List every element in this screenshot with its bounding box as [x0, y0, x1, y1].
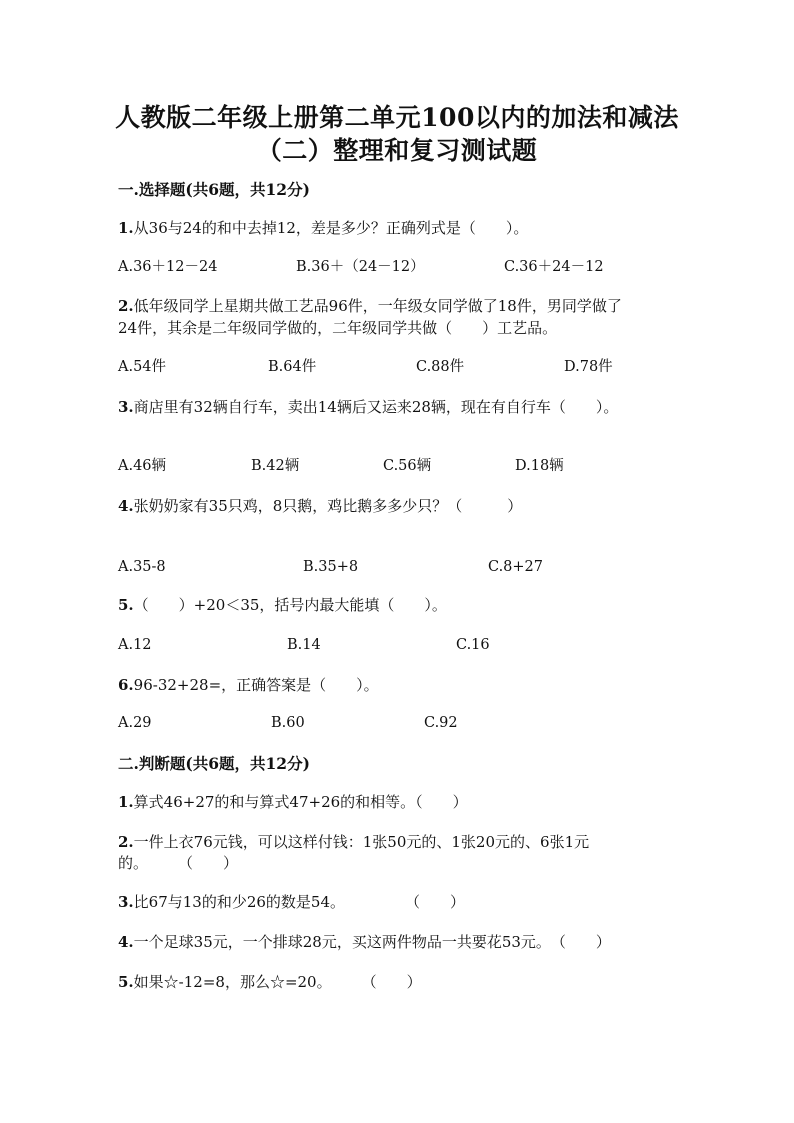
question-number: 6.	[118, 676, 134, 694]
question-text: （ ）+20＜35，括号内最大能填（ ）。	[133, 596, 447, 614]
option-c: C.88件	[416, 359, 465, 375]
option-b: B.42辆	[251, 458, 300, 474]
question-number: 4.	[118, 933, 134, 951]
option-b: B.64件	[268, 359, 317, 375]
option-b: B.35+8	[303, 559, 359, 575]
question-text: 一件上衣76元钱，可以这样付钱：1张50元的、1张20元的、6张1元	[133, 833, 590, 851]
option-c: C.16	[456, 637, 490, 653]
question-text: 张奶奶家有35只鸡，8只鹅，鸡比鹅多多少只？（ ）	[133, 497, 523, 515]
question-number: 2.	[118, 833, 134, 851]
option-c: C.56辆	[383, 458, 432, 474]
question-text: 比67与13的和少26的数是54。 （ ）	[133, 893, 466, 911]
question-text: 低年级同学上星期共做工艺品96件，一年级女同学做了18件，男同学做了	[133, 297, 622, 315]
question-number: 3.	[118, 398, 134, 416]
question-text: 从36与24的和中去掉12，差是多少？正确列式是（ ）。	[133, 219, 529, 237]
section-heading-judgement: 二.判断题(共6题，共12分)	[118, 754, 310, 773]
option-c: C.36＋24－12	[504, 259, 604, 275]
choice-question-6	[118, 673, 379, 697]
option-d: D.18辆	[515, 458, 564, 474]
page-title-line-1: 人教版二年级上册第二单元100以内的加法和减法	[115, 103, 679, 132]
choice-question-5	[118, 593, 447, 617]
question-number: 2.	[118, 297, 134, 315]
question-text: 一个足球35元，一个排球28元，买这两件物品一共要花53元。 （ ）	[133, 933, 611, 951]
question-number: 5.	[118, 596, 134, 614]
question-number: 1.	[118, 219, 134, 237]
option-a: A.29	[118, 715, 152, 731]
choice-question-2-continued: 24件，其余是二年级同学做的，二年级同学共做（ ）工艺品。	[118, 319, 558, 337]
question-number: 1.	[118, 793, 134, 811]
question-number: 3.	[118, 893, 134, 911]
question-text: 96-32+28=，正确答案是（ ）。	[133, 676, 379, 694]
judgement-question-1	[118, 790, 468, 814]
judgement-question-3	[118, 890, 465, 914]
choice-question-1	[118, 216, 528, 240]
question-text: 商店里有32辆自行车，卖出14辆后又运来28辆，现在有自行车（ ）。	[133, 398, 619, 416]
judgement-question-2-continued: 的。 （ ）	[118, 854, 239, 872]
option-b: B.14	[287, 637, 321, 653]
choice-question-4	[118, 494, 522, 518]
question-number: 4.	[118, 497, 134, 515]
option-a: A.54件	[118, 359, 167, 375]
option-a: A.46辆	[118, 458, 167, 474]
option-a: A.35-8	[118, 559, 166, 575]
question-text: 算式46+27的和与算式47+26的和相等。（ ）	[133, 793, 468, 811]
option-c: C.8+27	[488, 559, 544, 575]
option-a: A.12	[118, 637, 152, 653]
option-b: B.36＋（24－12）	[296, 259, 425, 275]
judgement-question-5	[118, 970, 422, 994]
choice-question-2	[118, 294, 622, 318]
option-b: B.60	[271, 715, 305, 731]
option-a: A.36＋12－24	[118, 259, 218, 275]
page-title-line-2: （二）整理和复习测试题	[256, 136, 538, 165]
question-text: 如果☆-12=8，那么☆=20。 （ ）	[133, 973, 422, 991]
judgement-question-4	[118, 930, 611, 954]
section-heading-choice: 一.选择题(共6题，共12分)	[118, 180, 310, 199]
choice-question-3	[118, 395, 618, 419]
option-c: C.92	[424, 715, 458, 731]
question-number: 5.	[118, 973, 134, 991]
option-d: D.78件	[564, 359, 613, 375]
